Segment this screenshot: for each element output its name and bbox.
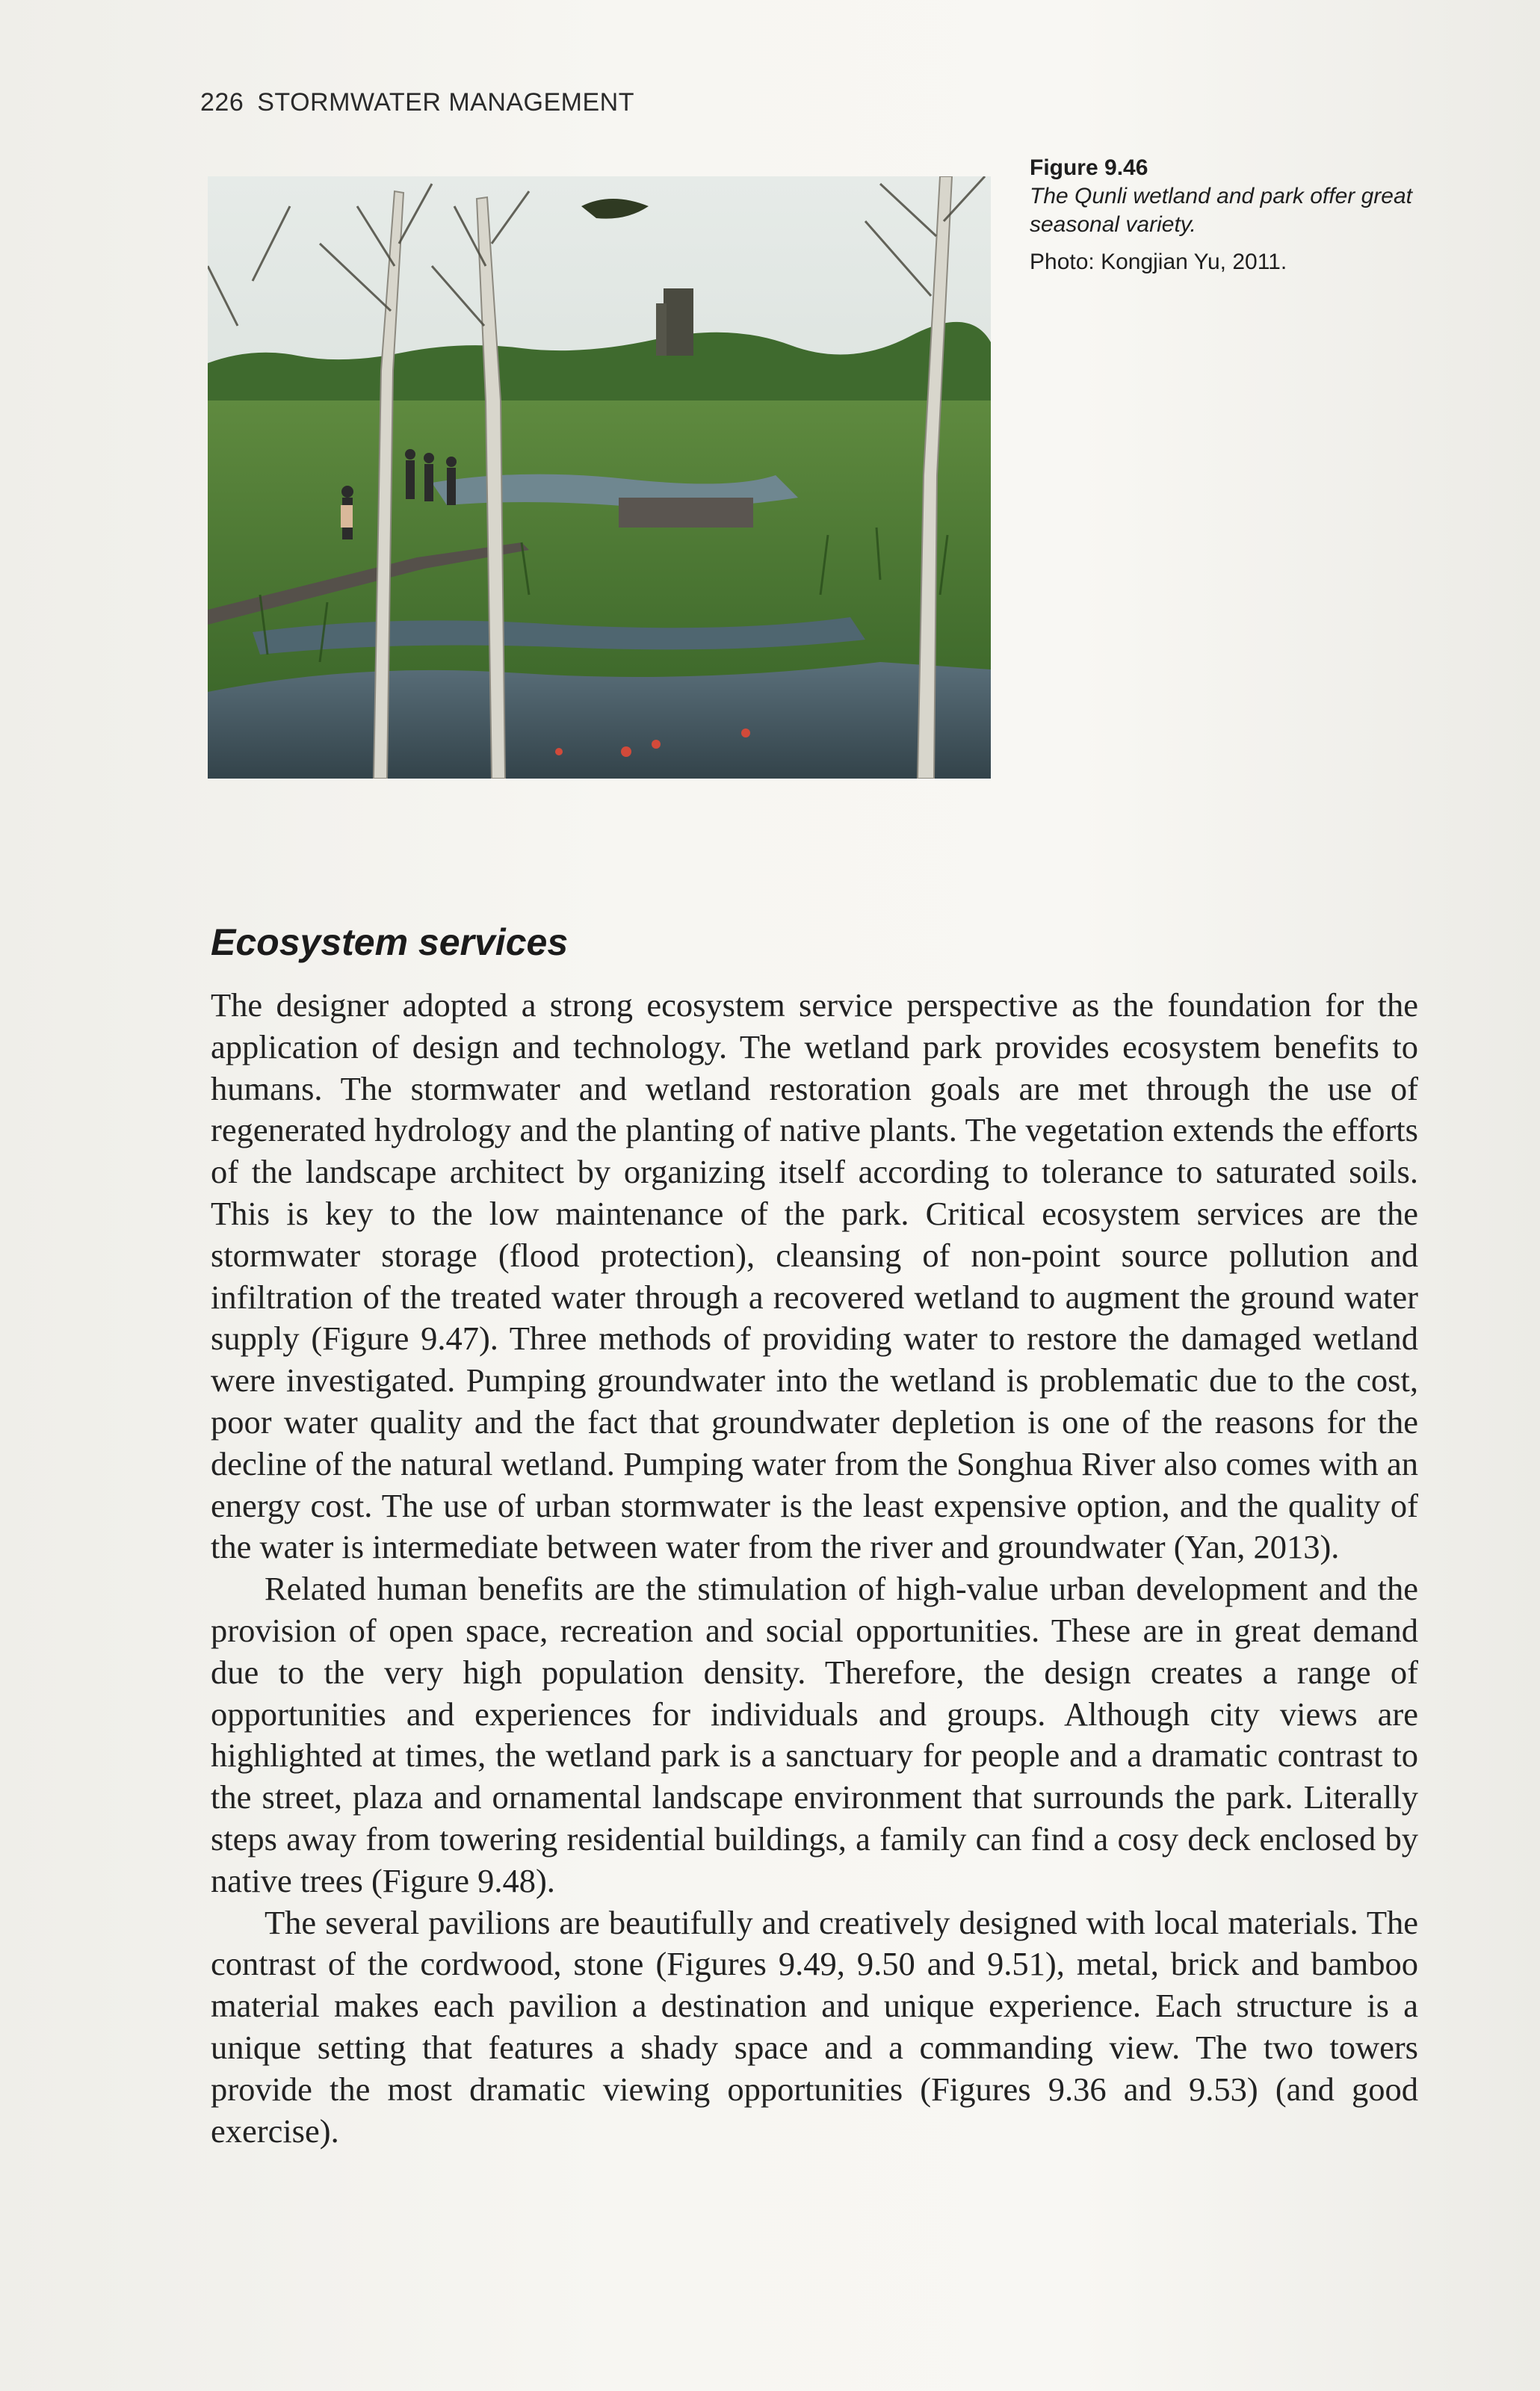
figure-caption-text: The Qunli wetland and park offer great seasonal variety.	[1030, 184, 1412, 237]
paragraph: The designer adopted a strong ecosystem service perspective as the foundation for the application of design and technology. The wetland park provides ecosystem benefits to humans. The stormwater and wetland restoration goals are met through the use of regenerated hydrology and the planting of native plants. The vegetation extends the efforts of the landscape architect by organizing itself according to tolerance to saturated soils. This is key to the low maintenance of the park. Critical ecosystem services are the stormwater storage (flood protection), cleansing of non-point source pollution and infiltration of the treated water through a recovered wetland to augment the ground water supply (Figure 9.47). Three methods of providing water to restore the damaged wetland were investigated. Pumping groundwater into the wetland is problematic due to the cost, poor water quality and the fact that groundwater depletion is one of the reasons for the decline of the natural wetland. Pumping water from the Songhua River also comes with an energy cost. The use of urban stormwater is the least expensive option, and the quality of the water is intermediate between water from the river and groundwater (Yan, 2013).	[211, 986, 1418, 1566]
wetland-photo-illustration	[208, 176, 991, 779]
figure-caption	[1030, 154, 1448, 276]
paragraph: Related human benefits are the stimulation of high-value urban development and the provision of open space, recreation and social opportunities. These are in great demand due to the very high population density. Therefore, the design creates a range of opportunities and experiences for individuals and groups. Although city views are highlighted at times, the wetland park is a sanctuary for people and a dramatic contrast to the street, plaza and ornamental landscape environment that surrounds the park. Literally steps away from towering residential buildings, a family can find a cosy deck enclosed by native trees (Figure 9.48).	[211, 1570, 1418, 1899]
figure-label: Figure 9.46	[1030, 155, 1148, 180]
page-number: 226	[200, 88, 244, 117]
photo-credit: Photo: Kongjian Yu, 2011.	[1030, 250, 1287, 274]
running-header	[200, 88, 634, 117]
running-title: STORMWATER MANAGEMENT	[257, 88, 634, 117]
wetland-photo	[208, 176, 991, 779]
body-text	[211, 985, 1418, 2152]
paragraph: The several pavilions are beautifully and creatively designed with local materials. The contrast of the cordwood, stone (Figures 9.49, 9.50 and 9.51), metal, brick and bamboo material makes each pavilion a destination and unique experience. Each structure is a unique setting that features a shady space and a commanding view. The two towers provide the most dramatic viewing opportunities (Figures 9.36 and 9.53) (and good exercise).	[211, 1903, 1418, 2150]
section-heading: Ecosystem services	[211, 921, 569, 963]
